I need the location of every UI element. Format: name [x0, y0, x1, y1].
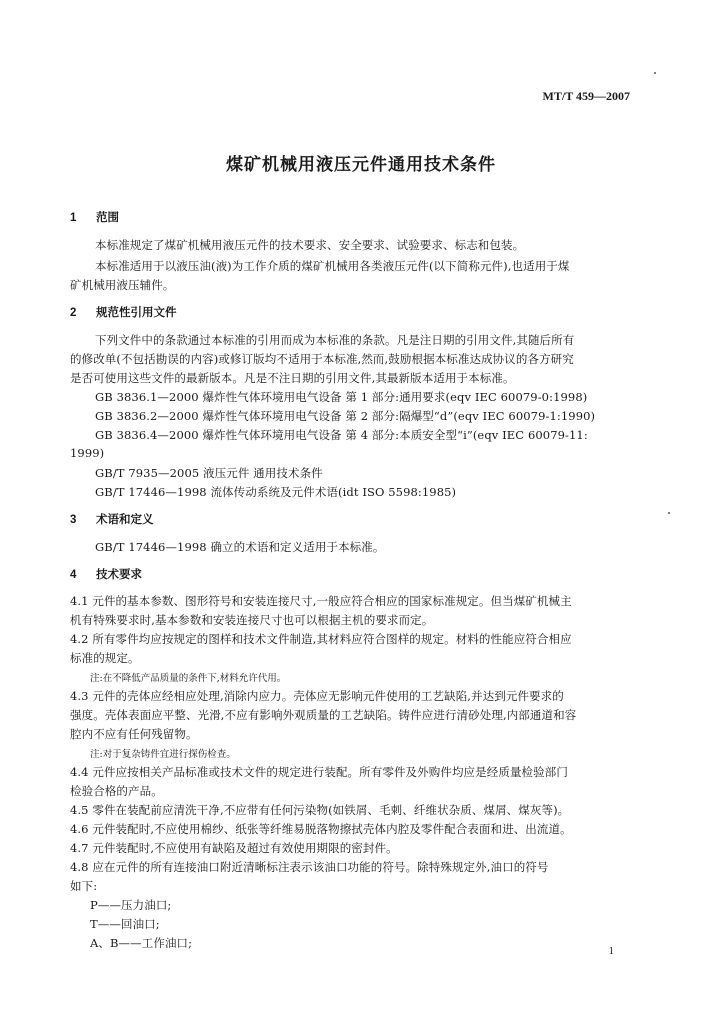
- page-number: 1: [608, 945, 614, 957]
- note-4-3: 注:对于复杂铸件宜进行探伤检查。: [90, 749, 236, 760]
- clause-4-1-line-2: 机有特殊要求时,基本参数和安装连接尺寸也可以根据主机的要求而定。: [70, 613, 434, 627]
- reference-item: GB 3836.2—2000 爆炸性气体环境用电气设备 第 2 部分:隔爆型“d”(eqv IEC 60079-1:1990): [95, 409, 596, 423]
- reference-item-cont: 1999): [70, 446, 105, 460]
- section-1-heading: 1 范围: [70, 210, 119, 224]
- clause-4-3-line-2: 强度。壳体表面应平整、光滑,不应有影响外观质量的工艺缺陷。铸件应进行清砂处理,内部通道和容: [70, 708, 577, 722]
- reference-item: GB/T 17446—1998 流体传动系统及元件术语(idt ISO 5598:1985): [95, 485, 457, 499]
- port-symbol-item: T——回油口;: [90, 917, 160, 931]
- s3-line-1: GB/T 17446—1998 确立的术语和定义适用于本标准。: [95, 540, 385, 554]
- clause-4-2-line-1: 4.2 所有零件均应按规定的图样和技术文件制造,其材料应符合图样的规定。材料的性能应符合相应: [70, 632, 572, 646]
- clause-4-3-line-1: 4.3 元件的壳体应经相应处理,消除内应力。壳体应无影响元件使用的工艺缺陷,并达到元件要求的: [70, 689, 564, 703]
- reference-item: GB/T 7935—2005 液压元件 通用技术条件: [95, 466, 323, 480]
- document-title: 煤矿机械用液压元件通用技术条件: [226, 155, 496, 175]
- clause-4-3-line-3: 腔内不应有任何残留物。: [70, 727, 198, 741]
- port-symbol-item: A、B——工作油口;: [90, 936, 193, 950]
- standard-code: MT/T 459—2007: [542, 89, 630, 103]
- clause-4-5: 4.5 零件在装配前应清洗干净,不应带有任何污染物(如铁屑、毛刺、纤维状杂质、煤屑、煤灰等)。: [70, 803, 570, 817]
- reference-item: GB 3836.1—2000 爆炸性气体环境用电气设备 第 1 部分:通用要求(eqv IEC 60079-0:1998): [95, 390, 588, 404]
- s1-line-3: 矿机械用液压辅件。: [70, 278, 175, 292]
- scan-speck: [654, 72, 656, 74]
- s2-line-1: 下列文件中的条款通过本标准的引用而成为本标准的条款。凡是注日期的引用文件,其随后所有: [95, 333, 575, 347]
- section-3-heading: 3 术语和定义: [70, 512, 154, 526]
- clause-4-2-line-2: 标准的规定。: [70, 651, 140, 665]
- clause-4-4-line-1: 4.4 元件应按相关产品标准或技术文件的规定进行装配。所有零件及外购件均应是经质量检验部门: [70, 765, 568, 779]
- clause-4-8-line-1: 4.8 应在元件的所有连接油口附近清晰标注表示该油口功能的符号。除特殊规定外,油口的符号: [70, 860, 549, 874]
- clause-4-4-line-2: 检验合格的产品。: [70, 784, 163, 798]
- reference-item: GB 3836.4—2000 爆炸性气体环境用电气设备 第 4 部分:本质安全型“i”(eqv IEC 60079-11:: [95, 428, 588, 442]
- clause-4-1-line-1: 4.1 元件的基本参数、图形符号和安装连接尺寸,一般应符合相应的国家标准规定。但当煤矿机械主: [70, 594, 572, 608]
- section-4-heading: 4 技术要求: [70, 567, 142, 581]
- clause-4-7: 4.7 元件装配时,不应使用有缺陷及超过有效使用期限的密封件。: [70, 841, 398, 855]
- clause-4-6: 4.6 元件装配时,不应使用棉纱、纸张等纤维易脱落物擦拭壳体内腔及零件配合表面和进、出流道。: [70, 822, 572, 836]
- scan-speck: [668, 512, 670, 514]
- s2-line-3: 是否可使用这些文件的最新版本。凡是不注日期的引用文件,其最新版本适用于本标准。: [70, 371, 515, 385]
- note-4-2: 注:在不降低产品质量的条件下,材料允许代用。: [90, 673, 287, 684]
- port-symbol-item: P——压力油口;: [90, 898, 172, 912]
- clause-4-8-line-2: 如下:: [70, 879, 98, 893]
- s1-line-2: 本标准适用于以液压油(液)为工作介质的煤矿机械用各类液压元件(以下简称元件),也适用于煤: [95, 259, 570, 273]
- s2-line-2: 的修改单(不包括勘误的内容)或修订版均不适用于本标准,然而,鼓励根据本标准达成协议的各方研究: [70, 352, 574, 366]
- section-2-heading: 2 规范性引用文件: [70, 305, 177, 319]
- s1-line-1: 本标准规定了煤矿机械用液压元件的技术要求、安全要求、试验要求、标志和包装。: [95, 238, 525, 252]
